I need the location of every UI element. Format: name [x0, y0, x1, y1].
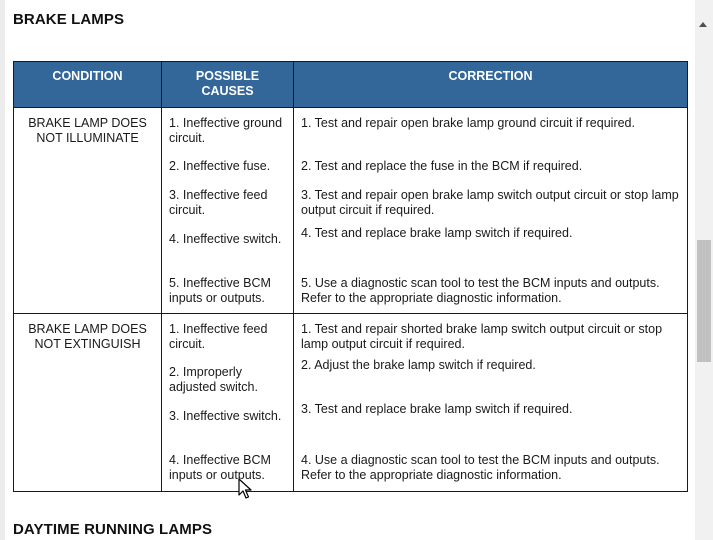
- cause-cell: 3. Ineffective feed circuit.: [162, 182, 294, 226]
- cause-cell: 2. Improperly adjusted switch.: [162, 358, 294, 402]
- scrollbar-thumb[interactable]: [697, 240, 711, 362]
- column-header-causes-line-1: POSSIBLE: [195, 69, 260, 83]
- correction-cell: 1. Test and repair shorted brake lamp switch output circuit or stop lamp output circuit if required.: [294, 314, 688, 358]
- cause-cell: 1. Ineffective feed circuit.: [162, 314, 294, 358]
- table-row: [14, 314, 688, 358]
- condition-cell: [14, 314, 162, 492]
- condition-line-1: BRAKE LAMP DOES: [28, 116, 147, 130]
- column-header-condition: CONDITION: [14, 62, 162, 108]
- cause-cell: 2. Ineffective fuse.: [162, 152, 294, 182]
- cause-cell: 4. Ineffective BCM inputs or outputs.: [162, 446, 294, 492]
- section-heading-brake-lamps: BRAKE LAMPS: [13, 11, 125, 28]
- condition-line-2: NOT EXTINGUISH: [34, 337, 141, 351]
- condition-cell: [14, 108, 162, 314]
- left-edge: [0, 0, 5, 540]
- condition-line-2: NOT ILLUMINATE: [36, 131, 139, 145]
- column-header-possible-causes: [162, 62, 294, 108]
- column-header-causes-line-2: CAUSES: [201, 84, 254, 98]
- vertical-scrollbar[interactable]: [695, 0, 713, 540]
- correction-cell: 2. Test and replace the fuse in the BCM if required.: [294, 152, 688, 182]
- correction-cell: 4. Use a diagnostic scan tool to test the BCM inputs and outputs. Refer to the appropriate diagnostic information.: [294, 446, 688, 492]
- table-row: [14, 108, 688, 152]
- section-heading-daytime-running-lamps: DAYTIME RUNNING LAMPS: [13, 521, 213, 538]
- correction-cell: 3. Test and repair open brake lamp switch output circuit or stop lamp output circuit if required.: [294, 182, 688, 226]
- correction-cell: 2. Adjust the brake lamp switch if required.: [294, 358, 688, 402]
- column-header-correction: CORRECTION: [294, 62, 688, 108]
- correction-cell: 4. Test and replace brake lamp switch if required.: [294, 226, 688, 270]
- cause-cell: 5. Ineffective BCM inputs or outputs.: [162, 270, 294, 314]
- cause-cell: 1. Ineffective ground circuit.: [162, 108, 294, 152]
- arrow-up-icon[interactable]: [699, 22, 707, 27]
- table-header-row: [14, 62, 688, 108]
- diagnosis-table: [13, 61, 688, 492]
- cause-cell: 3. Ineffective switch.: [162, 402, 294, 446]
- cause-cell: 4. Ineffective switch.: [162, 226, 294, 270]
- mouse-pointer-icon: [238, 478, 252, 500]
- correction-cell: 3. Test and replace brake lamp switch if required.: [294, 402, 688, 446]
- correction-cell: 1. Test and repair open brake lamp ground circuit if required.: [294, 108, 688, 152]
- condition-line-1: BRAKE LAMP DOES: [28, 322, 147, 336]
- correction-cell: 5. Use a diagnostic scan tool to test the BCM inputs and outputs. Refer to the appropriate diagnostic information.: [294, 270, 688, 314]
